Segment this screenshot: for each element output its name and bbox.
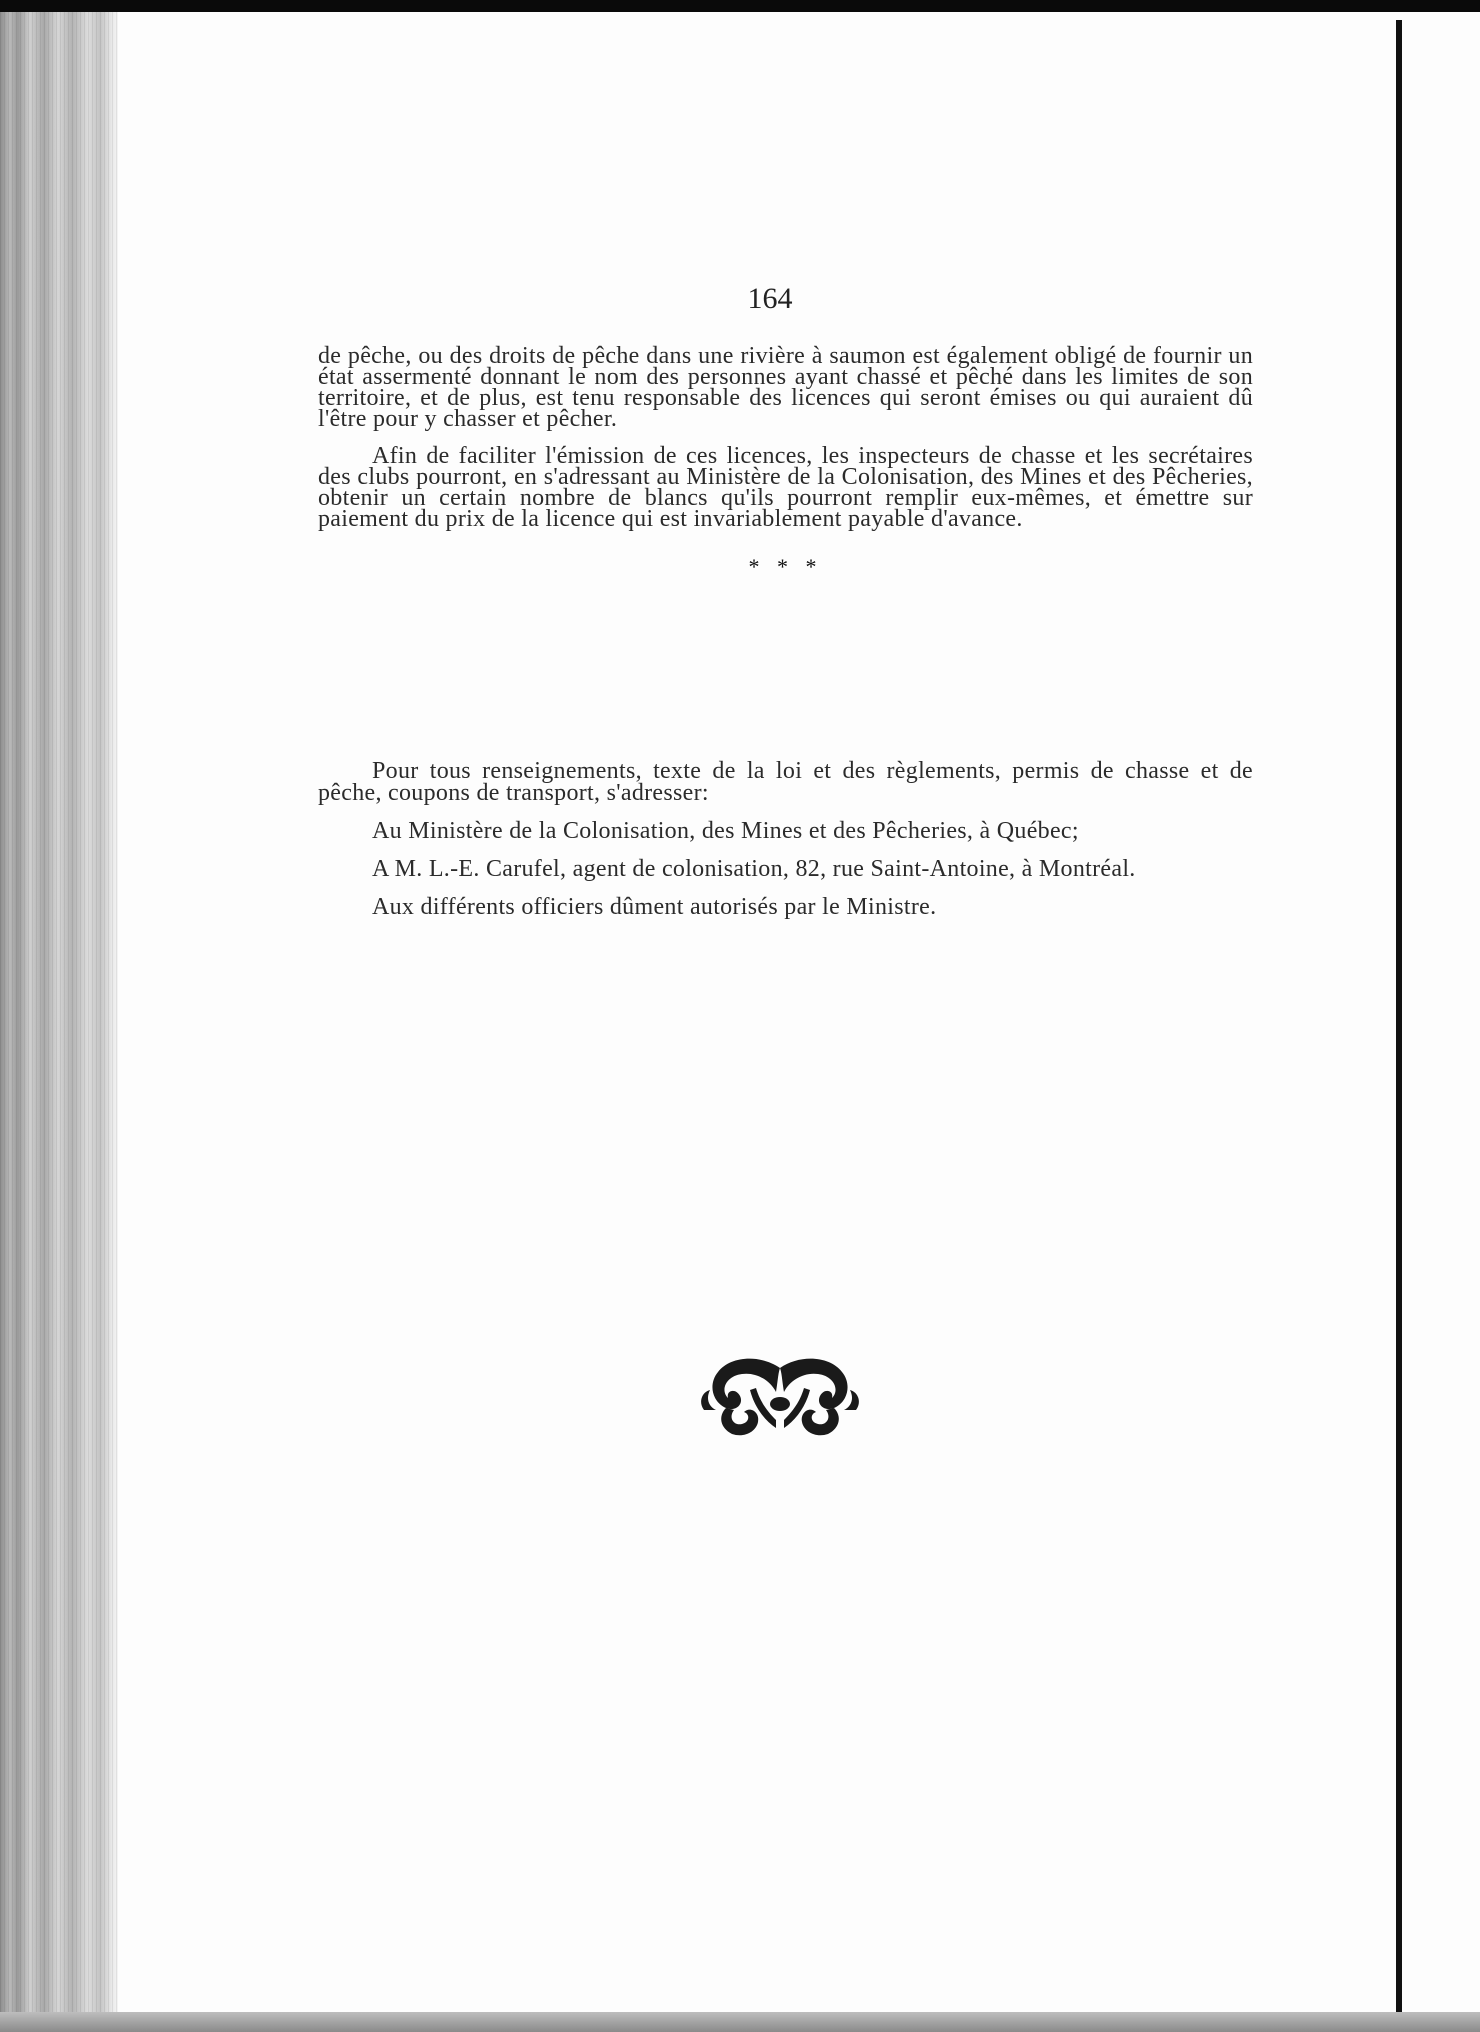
page-number: 164 — [747, 282, 793, 315]
scan-right-border — [1396, 20, 1402, 2012]
section-separator: * * * — [748, 554, 823, 579]
scan-bottom-border — [0, 2012, 1480, 2032]
paragraph-information-intro: Pour tous renseignements, texte de la loi et des règlements, permis de chasse et de pêche, coupons de transport, s'adresser: — [318, 758, 1253, 806]
book-page-edge-lines — [0, 12, 118, 2032]
scan-top-border — [0, 0, 1480, 12]
paragraph-licence-issuance: Afin de faciliter l'émission de ces licences, les inspecteurs de chasse et les secrétaires des clubs pourront, en s'adressant au Ministère de la Colonisation, des Mines et des Pêcheries, obtenir un certain nombre de blancs qu'ils pourront remplir eux-mêmes, et émettre sur paiement du prix de la licence qui est invariablement payable d'avance. — [318, 443, 1253, 532]
paragraph-officers: Aux différents officiers dûment autorisés par le Ministre. — [372, 894, 937, 920]
paragraph-ministry-address: Au Ministère de la Colonisation, des Mines et des Pêcheries, à Québec; — [372, 818, 1079, 844]
contact-information — [318, 760, 1253, 934]
main-text — [318, 343, 1253, 629]
paragraph-licence-obligations: de pêche, ou des droits de pêche dans une rivière à saumon est également obligé de fournir un état assermenté donnant le nom des personnes ayant chassé et pêché dans les limites de son territoire, et de plus, est tenu responsable des licences qui seront émises ou qui auraient dû l'être pour y chasser et pêcher. — [318, 343, 1253, 432]
floral-ornament-icon — [690, 1350, 870, 1440]
paragraph-agent-address: A M. L.-E. Carufel, agent de colonisation, 82, rue Saint-Antoine, à Montréal. — [372, 856, 1136, 882]
